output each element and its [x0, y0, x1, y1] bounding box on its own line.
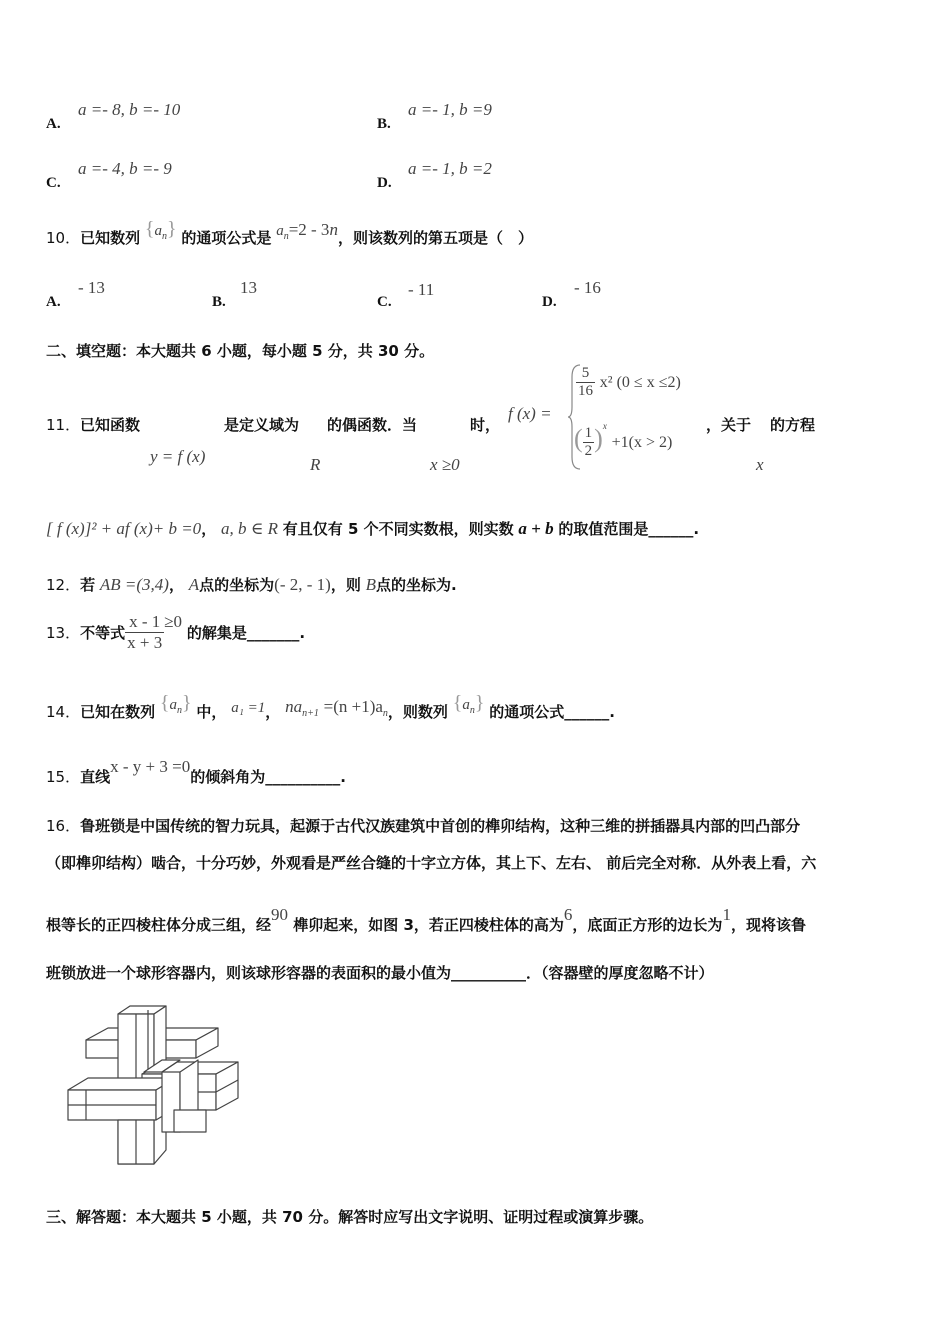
- question-14: 14．已知在数列 $\{a_n\}$ 中， a₁ =1， $na_{n+1} =(n +1)a_n$，则数列 $\{a_n\}$ 的通项公式______.: [46, 692, 615, 721]
- q11-x: x: [756, 455, 764, 474]
- q11-fx: f (x) =: [508, 404, 552, 423]
- q10-number: 10．: [46, 229, 81, 247]
- q12-vector: AB =(3,4): [99, 575, 169, 594]
- q10-text-2: 的通项公式是: [181, 229, 272, 247]
- q15-line-equation: x - y + 3 =0: [110, 757, 191, 776]
- section-3-heading: 三、解答题：本大题共 5 小题，共 70 分。解答时应写出文字说明、证明过程或演算步骤。: [46, 1208, 654, 1226]
- q11-text-4: 时，: [470, 416, 501, 434]
- q11-yfx: y = f (x): [150, 447, 206, 466]
- q11-text-9: 的取值范围是______.: [558, 520, 700, 538]
- q12-coordinate: (- 2, - 1): [274, 575, 331, 594]
- q11-text-2: 是定义域为: [224, 416, 300, 434]
- q10-option-b-value: 13: [240, 278, 257, 297]
- q9-option-c-label: C.: [46, 175, 61, 191]
- q9-option-b-label: B.: [377, 116, 391, 132]
- question-12: 12．若 AB =(3,4)， A点的坐标为(- 2, - 1)，则 B点的坐标为.: [46, 575, 457, 594]
- q11-piecewise: $\frac{5}{16}$ x² (0 ≤ x ≤2) ( $\frac{1}{2}$ )$^x$ +1(x > 2): [568, 363, 704, 471]
- q11-text-6: 的方程: [770, 416, 816, 434]
- q13-fraction: $\frac{x - 1}{x + 3}$: [127, 612, 163, 652]
- q11-x-ge-0: x ≥0: [430, 455, 460, 474]
- q11-text-8: 有且仅有 5 个不同实数根，则实数: [282, 520, 514, 538]
- q11-line-2: [ f (x)]² + af (x)+ b =0， a, b ∈ R 有且仅有 5 个不同实数根，则实数 a + b 的取值范围是______.: [46, 519, 700, 538]
- q10-text-1: 已知数列: [80, 229, 141, 247]
- q10-option-d-label: D.: [542, 294, 557, 310]
- q10-option-a-value: - 13: [78, 278, 105, 297]
- q14-sequence: $\{a_n\}$: [159, 692, 192, 716]
- question-16-line-1: 16．鲁班锁是中国传统的智力玩具，起源于古代汉族建筑中首创的榫卯结构，这种三维的拼插器具内部的凹凸部分: [46, 817, 801, 835]
- q14-recurrence: $na_{n+1} =(n +1)a_n$: [285, 697, 388, 719]
- q9-option-a-expr: a =- 8, b =- 10: [78, 100, 181, 119]
- q9-option-d-expr: a =- 1, b =2: [408, 159, 492, 178]
- q11-equation: [ f (x)]² + af (x)+ b =0: [46, 519, 202, 538]
- q10-sequence: $\{a_n\}$: [144, 218, 177, 242]
- question-10: [46, 218, 533, 250]
- q9-option-c-expr: a =- 4, b =- 9: [78, 159, 172, 178]
- q11-text-3: 的偶函数．当: [327, 416, 418, 434]
- question-16-line-2: （即榫卯结构）啮合，十分巧妙，外观看是严丝合缝的十字立方体，其上下、左右、 前后完全对称．从外表上看，六: [46, 854, 817, 872]
- question-16-line-3: 根等长的正四棱柱体分成三组，经90 榫卯起来，如图 3，若正四棱柱体的高为6，底面正方形的边长为1，现将该鲁: [46, 905, 806, 934]
- q10-option-c-value: - 11: [408, 280, 435, 299]
- q9-option-a-label: A.: [46, 116, 61, 132]
- q11-a-plus-b: a + b: [518, 519, 554, 538]
- q11-R: R: [310, 455, 321, 474]
- q14-a1: a₁ =1: [231, 700, 266, 716]
- question-16-line-4: 班锁放进一个球形容器内，则该球形容器的表面积的最小值为__________．（容器壁的厚度忽略不计）: [46, 964, 714, 982]
- q9-option-b-expr: a =- 1, b =9: [408, 100, 492, 119]
- q11-text-1: 已知函数: [80, 416, 141, 434]
- q9-option-d-label: D.: [377, 175, 392, 191]
- q10-formula: $a_n=2 - 3n$: [276, 220, 338, 242]
- q11-text-5: ，关于: [706, 416, 752, 434]
- q10-text-3: ，则该数列的第五项是（ ）: [337, 229, 533, 247]
- q10-option-d-value: - 16: [574, 278, 601, 297]
- q11-number: 11．: [46, 416, 81, 434]
- question-13: 13．不等式 $\frac{x - 1}{x + 3}$ ≥0 的解集是_______.: [46, 612, 306, 652]
- section-2-heading: 二、填空题：本大题共 6 小题，每小题 5 分，共 30 分。: [46, 342, 435, 360]
- luban-lock-figure: [46, 1000, 246, 1172]
- q10-option-c-label: C.: [377, 294, 392, 310]
- q10-option-b-label: B.: [212, 294, 226, 310]
- q11-ab: a, b ∈ R: [220, 519, 278, 538]
- question-15: 15．直线x - y + 3 =0的倾斜角为__________.: [46, 757, 346, 786]
- q10-option-a-label: A.: [46, 294, 61, 310]
